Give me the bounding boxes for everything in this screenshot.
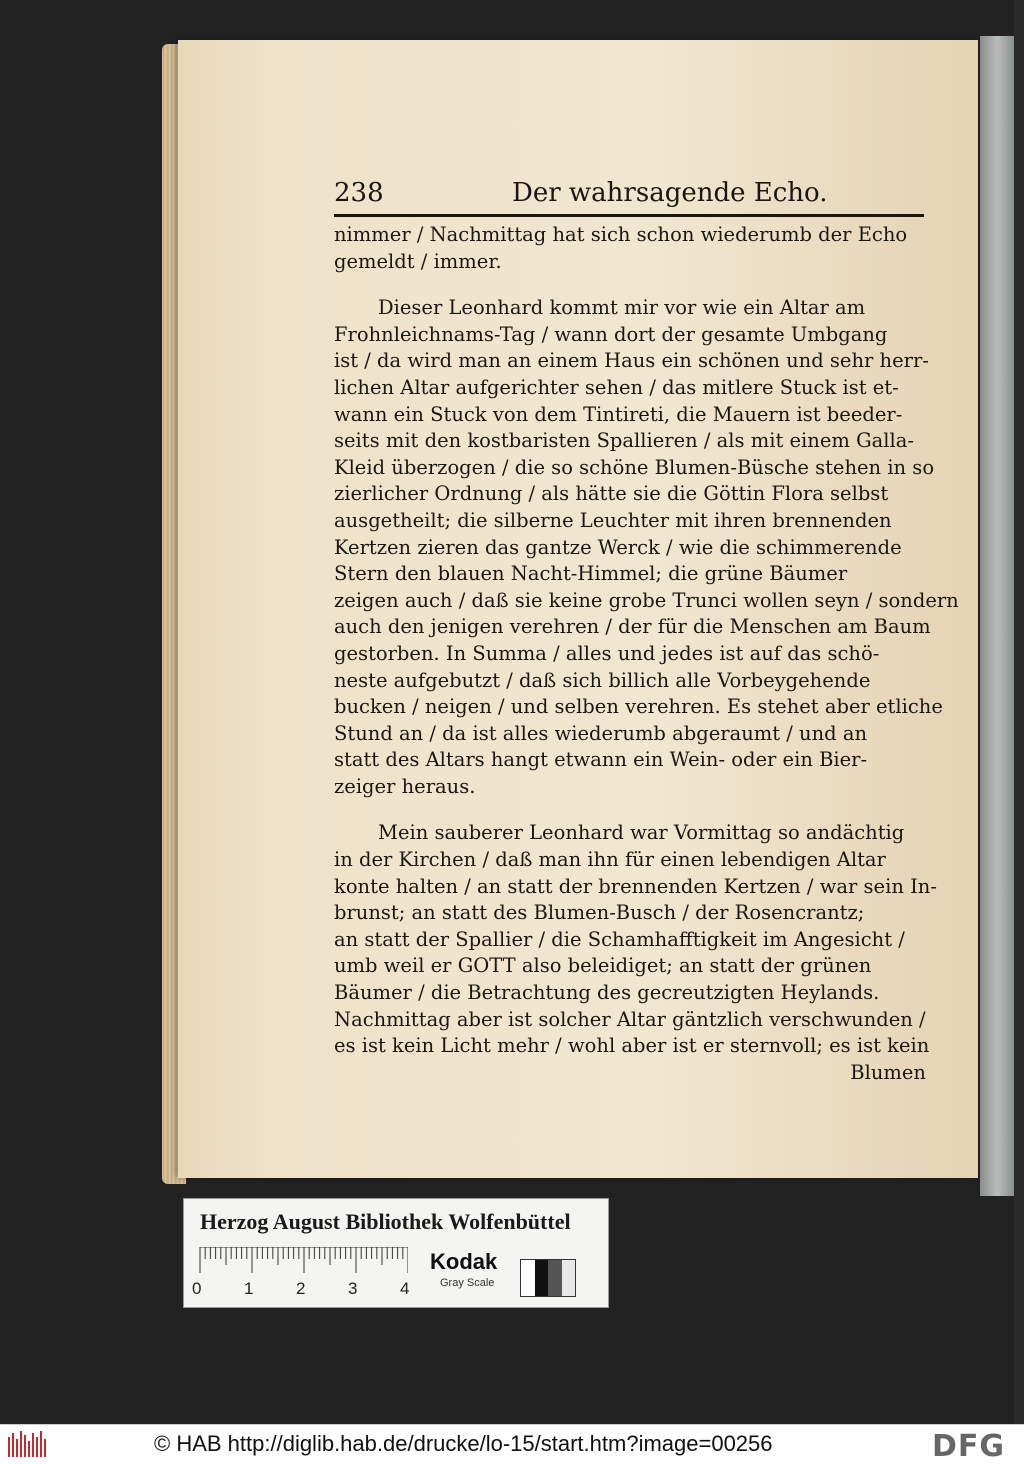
text-line: Kertzen zieren das gantze Werck / wie die schimmerende bbox=[334, 535, 902, 559]
text-line: statt des Altars hangt etwann ein Wein- oder ein Bier- bbox=[334, 748, 868, 772]
text-line: es ist kein Licht mehr / wohl aber ist er sternvoll; es ist kein bbox=[334, 1034, 930, 1058]
text-line: zierlicher Ordnung / als hätte sie die Göttin Flora selbst bbox=[334, 482, 889, 506]
running-head-title: Der wahrsagende Echo. bbox=[512, 178, 828, 208]
text-line: nimmer / Nachmittag hat sich schon wiederumb der Echo bbox=[334, 223, 908, 246]
icon-bar bbox=[40, 1431, 42, 1457]
ruler-label: 3 bbox=[348, 1279, 358, 1298]
icon-bar bbox=[16, 1439, 18, 1457]
page-body-text bbox=[334, 222, 959, 1086]
text-line: bucken / neigen / und selben verehren. Es stehet aber etliche bbox=[334, 695, 943, 719]
icon-bar bbox=[20, 1431, 22, 1457]
icon-bar bbox=[12, 1433, 14, 1457]
text-line: Stund an / da ist alles wiederumb abgeraumt / und an bbox=[334, 721, 868, 745]
text-line: Frohnleichnams-Tag / wann dort der gesamte Umbgang bbox=[334, 322, 888, 346]
dfg-logo: DFG bbox=[932, 1429, 1006, 1464]
text-line: brunst; an statt des Blumen-Busch / der Rosencrantz; bbox=[334, 901, 865, 925]
gray-scale-swatch bbox=[520, 1259, 576, 1297]
ruler-label: 4 bbox=[400, 1279, 410, 1298]
text-line: in der Kirchen / daß man ihn für einen lebendigen Altar bbox=[334, 848, 886, 872]
scan-border bbox=[1014, 0, 1024, 1424]
icon-bar bbox=[44, 1439, 46, 1457]
header-rule bbox=[334, 214, 924, 217]
text-line: gestorben. In Summa / alles und jedes ist auf das schö- bbox=[334, 641, 880, 665]
icon-bar bbox=[36, 1437, 38, 1457]
icon-bar bbox=[24, 1435, 26, 1457]
text-line: Mein sauberer Leonhard war Vormittag so andächtig bbox=[378, 821, 905, 845]
viewer-footer bbox=[0, 1424, 1024, 1464]
text-line: zeiger heraus. bbox=[334, 774, 476, 798]
paragraph bbox=[334, 820, 937, 1059]
text-line: Dieser Leonhard kommt mir vor wie ein Altar am bbox=[378, 296, 866, 320]
gray-scale-label: Gray Scale bbox=[440, 1277, 495, 1289]
text-line: auch den jenigen verehren / der für die Menschen am Baum bbox=[334, 615, 931, 639]
kodak-logo: Kodak bbox=[430, 1249, 498, 1274]
library-name: Herzog August Bibliothek Wolfenbüttel bbox=[200, 1209, 571, 1234]
icon-bar bbox=[32, 1433, 34, 1457]
icon-bar bbox=[28, 1441, 30, 1457]
text-line: ausgetheilt; die silberne Leuchter mit ihren brennenden bbox=[334, 508, 892, 532]
text-line: lichen Altar aufgerichter sehen / das mitlere Stuck ist et- bbox=[334, 375, 899, 399]
paragraph bbox=[334, 295, 959, 800]
text-line: gemeldt / immer. bbox=[334, 249, 502, 273]
text-line: Nachmittag aber ist solcher Altar gäntzlich verschwunden / bbox=[334, 1007, 926, 1031]
text-line: Kleid überzogen / die so schöne Blumen-Büsche stehen in so bbox=[334, 455, 935, 479]
text-line: an statt der Spallier / die Schamhafftigkeit im Angesicht / bbox=[334, 927, 905, 951]
running-head bbox=[334, 174, 924, 214]
color-target-card bbox=[183, 1198, 609, 1308]
text-line: neste aufgebutzt / daß sich billich alle Vorbeygehende bbox=[334, 668, 871, 692]
library-icon bbox=[8, 1431, 48, 1457]
text-line: seits mit den kostbaristen Spallieren / als mit einem Galla- bbox=[334, 429, 914, 453]
text-line: konte halten / an statt der brennenden Kertzen / war sein In- bbox=[334, 874, 937, 898]
text-line: ist / da wird man an einem Haus ein schönen und sehr herr- bbox=[334, 349, 929, 373]
text-line: Stern den blauen Nacht-Himmel; die grüne Bäumer bbox=[334, 562, 848, 586]
text-line: zeigen auch / daß sie keine grobe Trunci wollen seyn / sondern bbox=[334, 588, 959, 612]
icon-bar bbox=[8, 1437, 10, 1457]
ruler-label: 2 bbox=[296, 1279, 306, 1298]
paragraph bbox=[334, 222, 926, 275]
ruler-labels bbox=[192, 1279, 412, 1301]
ruler-label: 1 bbox=[244, 1279, 254, 1298]
page-number: 238 bbox=[334, 178, 384, 208]
copyright-link[interactable]: © HAB http://diglib.hab.de/drucke/lo-15/start.htm?image=00256 bbox=[154, 1431, 773, 1456]
text-line: Bäumer / die Betrachtung des gecreutzigten Heylands. bbox=[334, 981, 880, 1005]
text-line: umb weil er GOTT also beleidiget; an statt der grünen bbox=[334, 954, 872, 978]
catchword: Blumen bbox=[850, 1060, 926, 1084]
ruler-scale bbox=[198, 1247, 408, 1273]
ruler-label: 0 bbox=[192, 1279, 202, 1298]
text-line: wann ein Stuck von dem Tintireti, die Mauern ist beeder- bbox=[334, 402, 903, 426]
